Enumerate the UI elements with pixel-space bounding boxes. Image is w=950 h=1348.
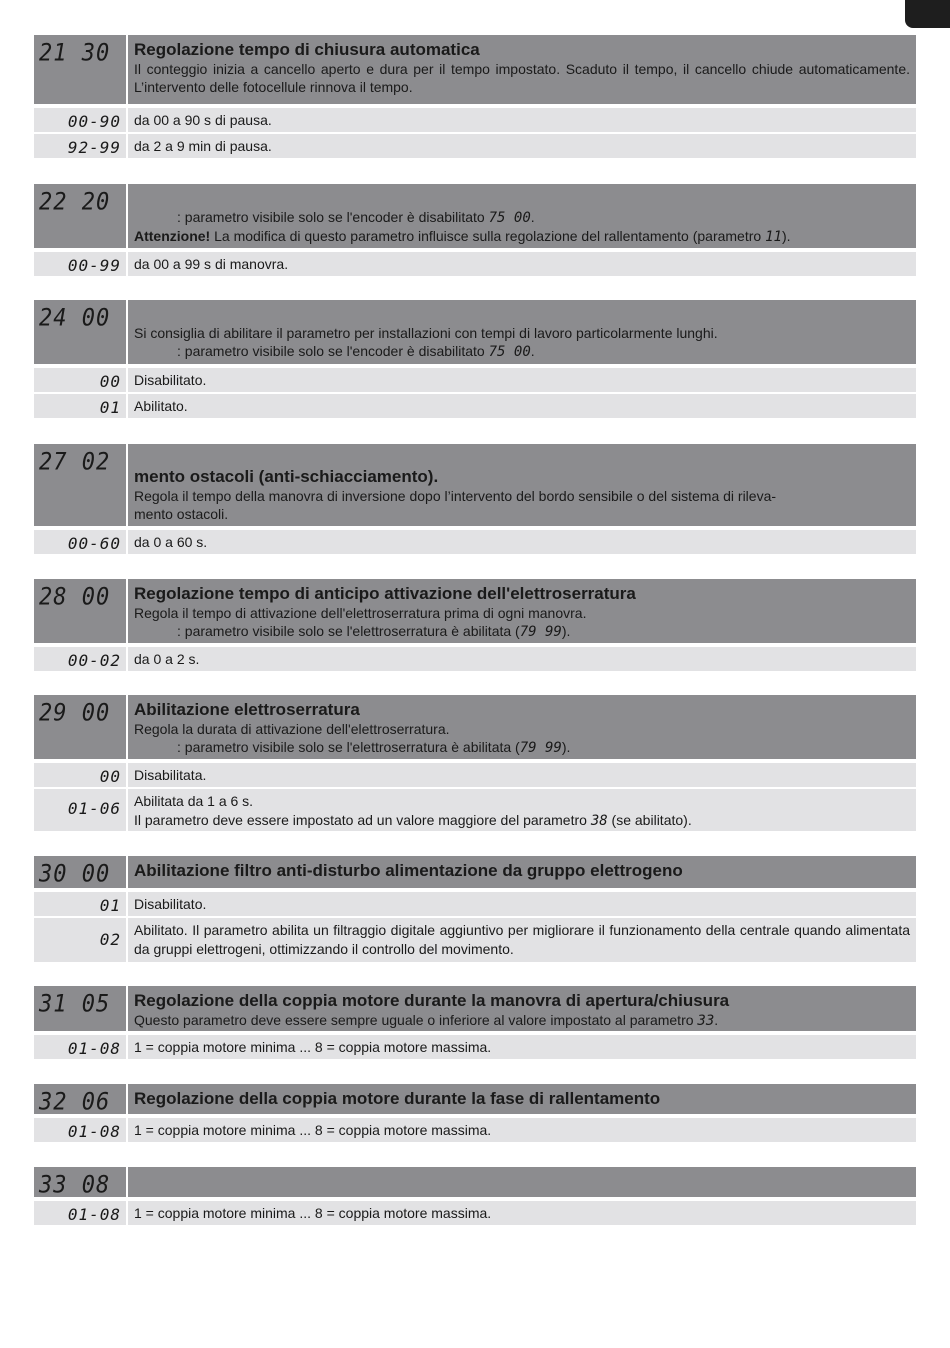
param-block-27 [34, 444, 916, 554]
param-header [34, 300, 916, 366]
param-description [128, 579, 916, 643]
note-code: 75 00 [488, 344, 531, 360]
param-text [134, 1011, 910, 1030]
option-code: 38 [590, 813, 608, 829]
option-text-line: Abilitata da 1 a 6 s. [134, 793, 254, 809]
param-text: Regola il tempo di attivazione dell'elettroserratura prima di ogni manovra. [134, 605, 587, 621]
option-row [34, 1035, 916, 1059]
note-end: ). [561, 623, 571, 639]
param-text: mento ostacoli. [134, 506, 229, 522]
param-header [34, 1084, 916, 1116]
option-text: Disabilitata. [134, 767, 207, 783]
param-code: 21 30 [34, 35, 128, 111]
option-text: 1 = coppia motore minima ... 8 = coppia motore massima. [134, 1122, 492, 1138]
param-code: 32 06 [34, 1084, 128, 1117]
param-description [128, 35, 916, 104]
param-header [34, 856, 916, 890]
warning-end: ). [781, 228, 791, 244]
param-note [134, 208, 910, 227]
option-text: da 0 a 2 s. [134, 651, 200, 667]
param-code: 22 20 [34, 184, 128, 254]
param-header [34, 444, 916, 528]
param-block-32 [34, 1084, 916, 1142]
param-description [128, 695, 916, 759]
option-row [34, 1118, 916, 1142]
param-title: Regolazione tempo di anticipo attivazione dell'elettroserratura [134, 584, 636, 603]
param-description [128, 1167, 916, 1197]
note-end: . [530, 343, 535, 359]
option-text [128, 789, 916, 831]
param-text-code: 33 [697, 1013, 715, 1029]
option-text: da 0 a 60 s. [134, 534, 208, 550]
param-note [134, 738, 910, 757]
param-title: Abilitazione elettroserratura [134, 700, 360, 719]
param-text: Il conteggio inizia a cancello aperto e dura per il tempo impostato. Scaduto il tempo, il cancello chiude automaticamente. L’intervento delle fotocellule rinnova il tempo. [134, 61, 910, 95]
param-title: Regolazione tempo di chiusura automatica [134, 40, 480, 59]
param-text-part: Questo parametro deve essere sempre uguale o inferiore al valore impostato al parametro [134, 1012, 698, 1028]
option-row [34, 763, 916, 787]
param-description [128, 184, 916, 248]
param-title: mento ostacoli (anti-schiacciamento). [134, 467, 439, 486]
param-block-28 [34, 579, 916, 671]
option-row [34, 368, 916, 392]
param-description [128, 856, 916, 888]
param-code: 33 08 [34, 1167, 128, 1200]
param-header [34, 986, 916, 1033]
param-note [134, 622, 910, 641]
option-row [34, 530, 916, 554]
option-row [34, 789, 916, 831]
option-value: 01-08 [34, 1035, 128, 1059]
param-description [128, 1084, 916, 1114]
option-text: da 2 a 9 min di pausa. [134, 138, 272, 154]
param-code: 31 05 [34, 986, 128, 1036]
option-text-end: (se abilitato). [607, 812, 692, 828]
option-text: Disabilitato. [134, 896, 207, 912]
param-note [134, 342, 910, 361]
option-row [34, 252, 916, 276]
option-value: 01-06 [34, 789, 128, 831]
param-text-end: . [714, 1012, 719, 1028]
option-value: 01-08 [34, 1201, 128, 1225]
warning-code: 11 [765, 229, 782, 245]
option-row [34, 647, 916, 671]
param-block-33 [34, 1167, 916, 1225]
option-text: Disabilitato. [134, 372, 207, 388]
option-value: 00 [34, 368, 128, 392]
option-text-line [134, 811, 910, 831]
param-title: Regolazione della coppia motore durante la manovra di apertura/chiusura [134, 991, 730, 1010]
param-header [34, 695, 916, 761]
param-block-21 [34, 35, 916, 158]
param-text: Regola la durata di attivazione dell'elettroserratura. [134, 721, 450, 737]
param-header [34, 579, 916, 645]
option-text: 1 = coppia motore minima ... 8 = coppia motore massima. [134, 1039, 492, 1055]
option-row [34, 1201, 916, 1225]
option-text-part: Il parametro deve essere impostato ad un valore maggiore del parametro [134, 812, 591, 828]
param-description [128, 300, 916, 364]
param-block-29 [34, 695, 916, 831]
param-text: Regola il tempo della manovra di inversione dopo l’intervento del bordo sensibile o del sistema di rileva- [134, 488, 777, 504]
param-header [34, 184, 916, 250]
param-title: Abilitazione filtro anti-disturbo alimentazione da gruppo elettrogeno [134, 861, 683, 880]
param-text: Si consiglia di abilitare il parametro per installazioni con tempi di lavoro particolarmente lunghi. [134, 325, 718, 341]
note-end: ). [561, 739, 571, 755]
option-value: 02 [34, 918, 128, 962]
page-corner-tab [905, 0, 950, 28]
param-code: 28 00 [34, 579, 128, 649]
param-block-30 [34, 856, 916, 962]
param-description [128, 444, 916, 526]
param-code: 24 00 [34, 300, 128, 370]
param-header [34, 35, 916, 106]
param-block-22 [34, 184, 916, 276]
option-row [34, 134, 916, 158]
option-text: 1 = coppia motore minima ... 8 = coppia motore massima. [134, 1205, 492, 1221]
option-value: 92-99 [34, 134, 128, 158]
option-value: 00 [34, 763, 128, 787]
warning-label: Attenzione! [134, 228, 211, 244]
option-row [34, 918, 916, 962]
option-row [34, 108, 916, 132]
option-text: Abilitato. [134, 398, 188, 414]
option-value: 01 [34, 394, 128, 418]
option-text: Abilitato. Il parametro abilita un filtraggio digitale aggiuntivo per migliorare il funzionamento della centrale quando alimentata da gruppi elettrogeni, ottimizzando il controllo del movimento. [134, 922, 910, 957]
note-end: . [530, 209, 535, 225]
note-code: 75 00 [488, 210, 531, 226]
param-code: 29 00 [34, 695, 128, 765]
note-code: 79 99 [519, 740, 562, 756]
option-text: da 00 a 99 s di manovra. [134, 256, 289, 272]
option-text: da 00 a 90 s di pausa. [134, 112, 272, 128]
param-warning [134, 227, 910, 246]
param-description [128, 986, 916, 1031]
warning-text: La modifica di questo parametro influisce sulla regolazione del rallentamento (parametro [210, 228, 766, 244]
option-value: 01-08 [34, 1118, 128, 1142]
note-text: : parametro visibile solo se l'elettroserratura è abilitata ( [177, 623, 520, 639]
param-header [34, 1167, 916, 1199]
param-code: 27 02 [34, 444, 128, 534]
option-row [34, 892, 916, 916]
param-block-31 [34, 986, 916, 1059]
option-value: 01 [34, 892, 128, 916]
param-code: 30 00 [34, 856, 128, 891]
option-row [34, 394, 916, 418]
note-text: : parametro visibile solo se l'encoder è disabilitato [177, 209, 489, 225]
note-text: : parametro visibile solo se l'encoder è disabilitato [177, 343, 489, 359]
option-value: 00-99 [34, 252, 128, 276]
note-code: 79 99 [519, 624, 562, 640]
option-value: 00-02 [34, 647, 128, 671]
param-block-24 [34, 300, 916, 418]
param-title: Regolazione della coppia motore durante la fase di rallentamento [134, 1089, 661, 1108]
note-text: : parametro visibile solo se l'elettroserratura è abilitata ( [177, 739, 520, 755]
option-value: 00-90 [34, 108, 128, 132]
option-value: 00-60 [34, 530, 128, 554]
